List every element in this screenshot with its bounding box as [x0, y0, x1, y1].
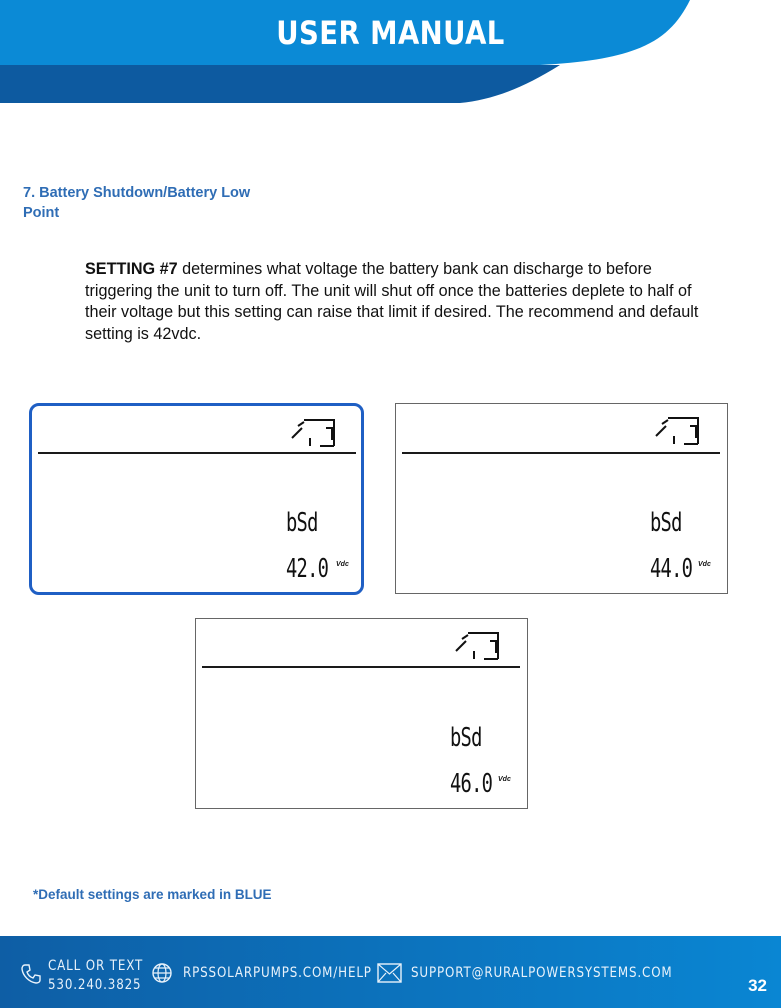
default-settings-note: *Default settings are marked in BLUE — [33, 887, 272, 902]
lcd-code: bSd — [650, 508, 682, 538]
lcd-divider — [402, 452, 720, 454]
lcd-unit: Vdc — [336, 561, 349, 568]
lcd-panel — [395, 403, 728, 594]
lcd-code: bSd — [450, 723, 482, 753]
lcd-value: 46.0 — [450, 769, 493, 799]
lcd-panel — [195, 618, 528, 809]
page-number: 32 — [748, 976, 767, 995]
setting-body: determines what voltage the battery bank can discharge to before triggering the unit to turn off. The unit will shut off once the batteries deplete to half of their voltage but this setting can raise that limit if desired. The recommend and default setting is 42vdc. — [85, 260, 699, 343]
section-heading: 7. Battery Shutdown/Battery Low Point — [23, 185, 251, 221]
lcd-unit: Vdc — [498, 776, 511, 783]
phone-icon — [20, 963, 42, 985]
phone-number[interactable]: 530.240.3825 — [48, 977, 142, 993]
page-header — [0, 0, 781, 105]
mail-icon — [377, 963, 402, 983]
lcd-divider — [202, 666, 520, 668]
globe-icon — [151, 962, 173, 984]
lcd-code: bSd — [286, 508, 318, 538]
lcd-value: 44.0 — [650, 554, 693, 584]
lcd-value: 42.0 — [286, 554, 329, 584]
call-label: CALL OR TEXT — [48, 958, 144, 974]
lcd-divider — [38, 452, 356, 454]
website-link[interactable]: RPSSOLARPUMPS.COM/HELP — [183, 965, 372, 981]
support-email[interactable]: SUPPORT@RURALPOWERSYSTEMS.COM — [411, 965, 673, 981]
setting-label: SETTING #7 — [85, 260, 178, 278]
lcd-panel-default — [29, 403, 364, 595]
lcd-unit: Vdc — [698, 561, 711, 568]
header-title: USER MANUAL — [276, 14, 505, 52]
setting-description — [85, 259, 705, 345]
page-footer — [0, 936, 781, 1008]
